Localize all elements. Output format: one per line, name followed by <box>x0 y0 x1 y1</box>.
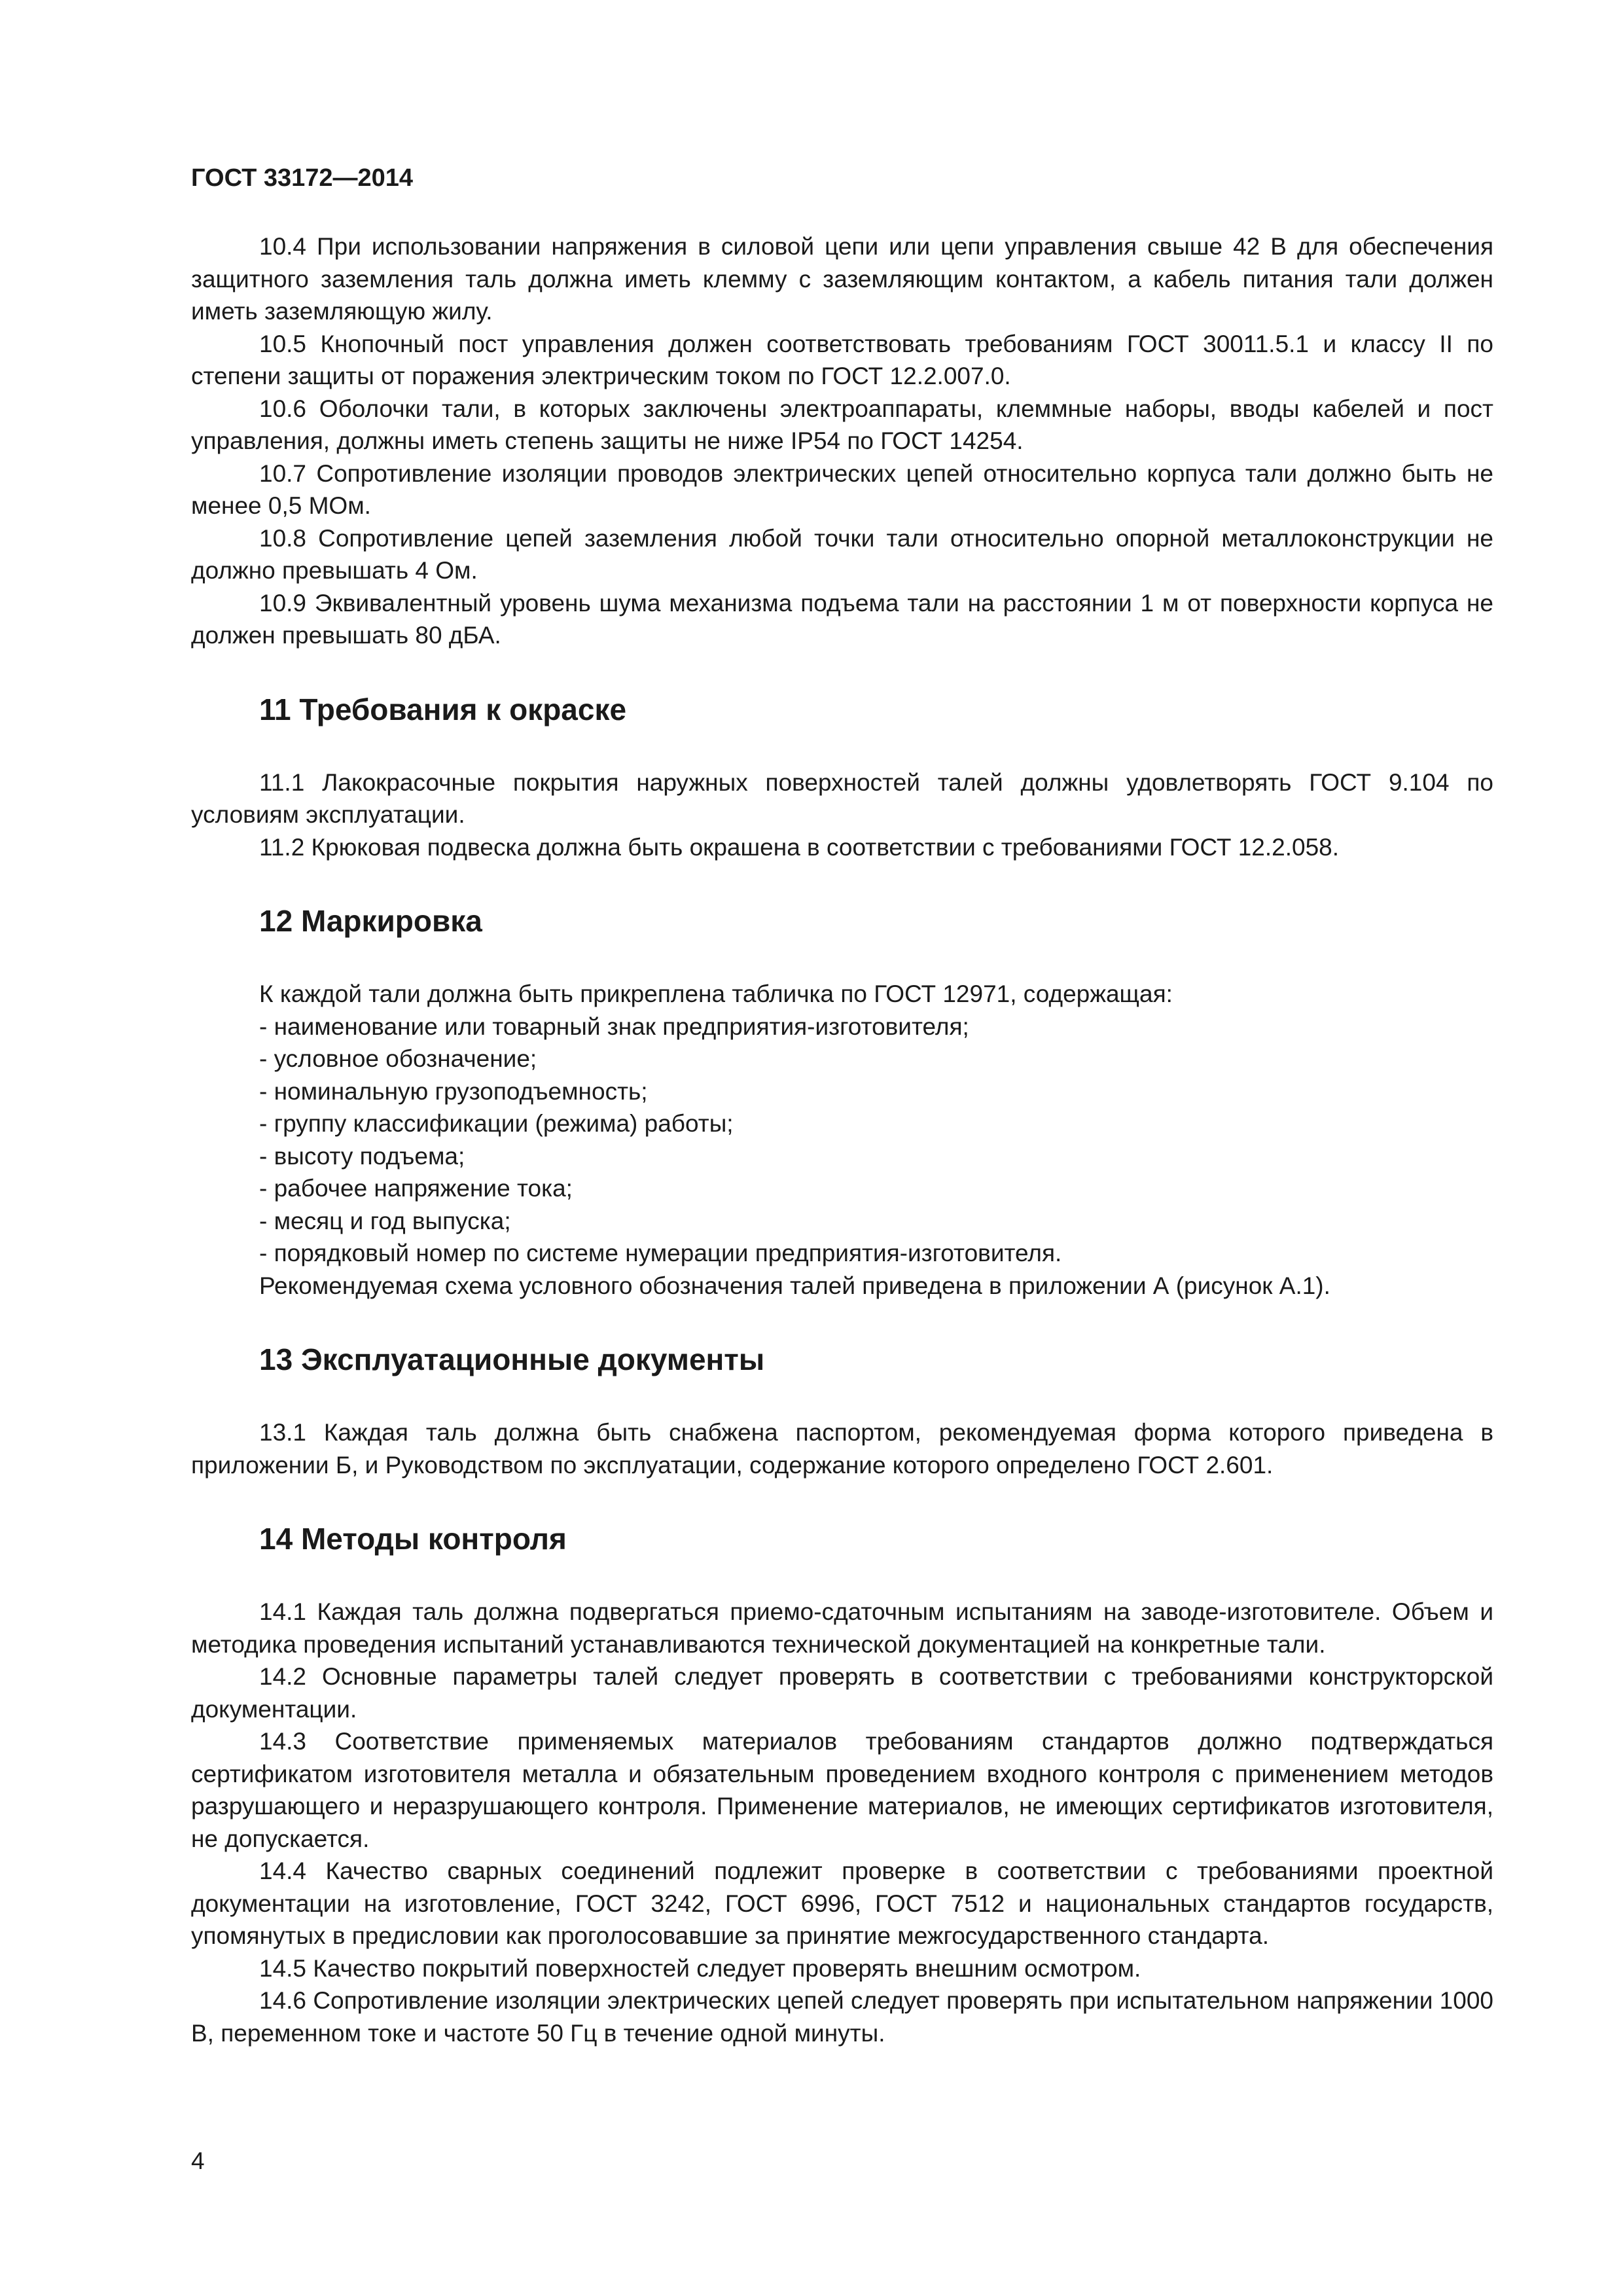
paragraph-10-9: 10.9 Эквивалентный уровень шума механизма подъема тали на расстоянии 1 м от поверхности корпуса не должен превышать 80 дБА. <box>191 589 1493 649</box>
paragraph-10-6: 10.6 Оболочки тали, в которых заключены электроаппараты, клеммные наборы, вводы кабелей и пост управления, должны иметь степень защиты не ниже IP54 по ГОСТ 14254. <box>191 395 1493 454</box>
paragraph-14-3: 14.3 Соответствие применяемых материалов требованиям стандартов должно подтверждаться сертификатом изготовителя металла и обязательным проведением входного контроля с применением методов разрушающего и неразрушающего контроля. Применение материалов, не имеющих сертификатов изготовителя, не допускается. <box>191 1728 1493 1852</box>
paragraph-14-2: 14.2 Основные параметры талей следует проверять в соответствии с требованиями конструкторской документации. <box>191 1663 1493 1723</box>
list-item: - группу классификации (режима) работы; <box>259 1110 734 1137</box>
section-13-paragraphs <box>191 1416 1493 1481</box>
document-body <box>191 230 1493 2049</box>
section-12-content <box>191 978 1493 1302</box>
list-item: - условное обозначение; <box>259 1045 537 1072</box>
page-number: 4 <box>191 2147 205 2174</box>
paragraph-14-6: 14.6 Сопротивление изоляции электрических цепей следует проверять при испытательном напряжении 1000 В, переменном токе и частоте 50 Гц в течение одной минуты. <box>191 1987 1493 2047</box>
document-code-header: ГОСТ 33172—2014 <box>191 164 414 192</box>
section-11-paragraphs <box>191 766 1493 864</box>
list-item: - высоту подъема; <box>259 1142 465 1170</box>
paragraph-14-4: 14.4 Качество сварных соединений подлежит проверке в соответствии с требованиями проектной документации на изготовление, ГОСТ 3242, ГОСТ 6996, ГОСТ 7512 и национальных стандартов государств, упомянутых в предисловии как проголосовавшие за принятие межгосударственного стандарта. <box>191 1857 1493 1949</box>
section-12-heading: 12 Маркировка <box>259 904 482 938</box>
section-14-heading: 14 Методы контроля <box>259 1522 567 1556</box>
list-item: - месяц и год выпуска; <box>259 1207 511 1234</box>
list-item: - порядковый номер по системе нумерации предприятия-изготовителя. <box>259 1240 1062 1266</box>
paragraph-14-5: 14.5 Качество покрытий поверхностей следует проверять внешним осмотром. <box>259 1954 1141 1982</box>
paragraph-10-4: 10.4 При использовании напряжения в силовой цепи или цепи управления свыше 42 В для обеспечения защитного заземления таль должна иметь клемму с заземляющим контактом, а кабель питания тали должен иметь заземляющую жилу. <box>191 233 1493 325</box>
section-11-heading: 11 Требования к окраске <box>259 692 627 726</box>
list-item: - рабочее напряжение тока; <box>259 1175 573 1202</box>
marking-list <box>191 1011 1493 1270</box>
paragraph-11-2: 11.2 Крюковая подвеска должна быть окрашена в соответствии с требованиями ГОСТ 12.2.058. <box>259 833 1340 861</box>
list-item: - наименование или товарный знак предприятия-изготовителя; <box>259 1013 969 1040</box>
marking-intro: К каждой тали должна быть прикреплена табличка по ГОСТ 12971, содержащая: <box>259 980 1173 1007</box>
paragraph-10-5: 10.5 Кнопочный пост управления должен соответствовать требованиям ГОСТ 30011.5.1 и классу II по степени защиты от поражения электрическим током по ГОСТ 12.2.007.0. <box>191 330 1493 389</box>
paragraph-10-8: 10.8 Сопротивление цепей заземления любой точки тали относительно опорной металлоконструкции не должно превышать 4 Ом. <box>191 524 1493 584</box>
paragraph-10-7: 10.7 Сопротивление изоляции проводов электрических цепей относительно корпуса тали должно быть не менее 0,5 МОм. <box>191 459 1493 519</box>
section-13-heading: 13 Эксплуатационные документы <box>259 1342 765 1376</box>
marking-outro: Рекомендуемая схема условного обозначения талей приведена в приложении А (рисунок А.1). <box>259 1272 1330 1299</box>
paragraph-14-1: 14.1 Каждая таль должна подвергаться приемо-сдаточным испытаниям на заводе-изготовителе. Объем и методика проведения испытаний устанавливаются технической документацией на конкретные тали. <box>191 1598 1493 1658</box>
section-10-paragraphs <box>191 230 1493 652</box>
paragraph-11-1: 11.1 Лакокрасочные покрытия наружных поверхностей талей должны удовлетворять ГОСТ 9.104 по условиям эксплуатации. <box>191 768 1493 828</box>
list-item: - номинальную грузоподъемность; <box>259 1077 648 1105</box>
section-14-paragraphs <box>191 1596 1493 2049</box>
paragraph-13-1: 13.1 Каждая таль должна быть снабжена паспортом, рекомендуемая форма которого приведена в приложении Б, и Руководством по эксплуатации, содержание которого определено ГОСТ 2.601. <box>191 1419 1493 1479</box>
